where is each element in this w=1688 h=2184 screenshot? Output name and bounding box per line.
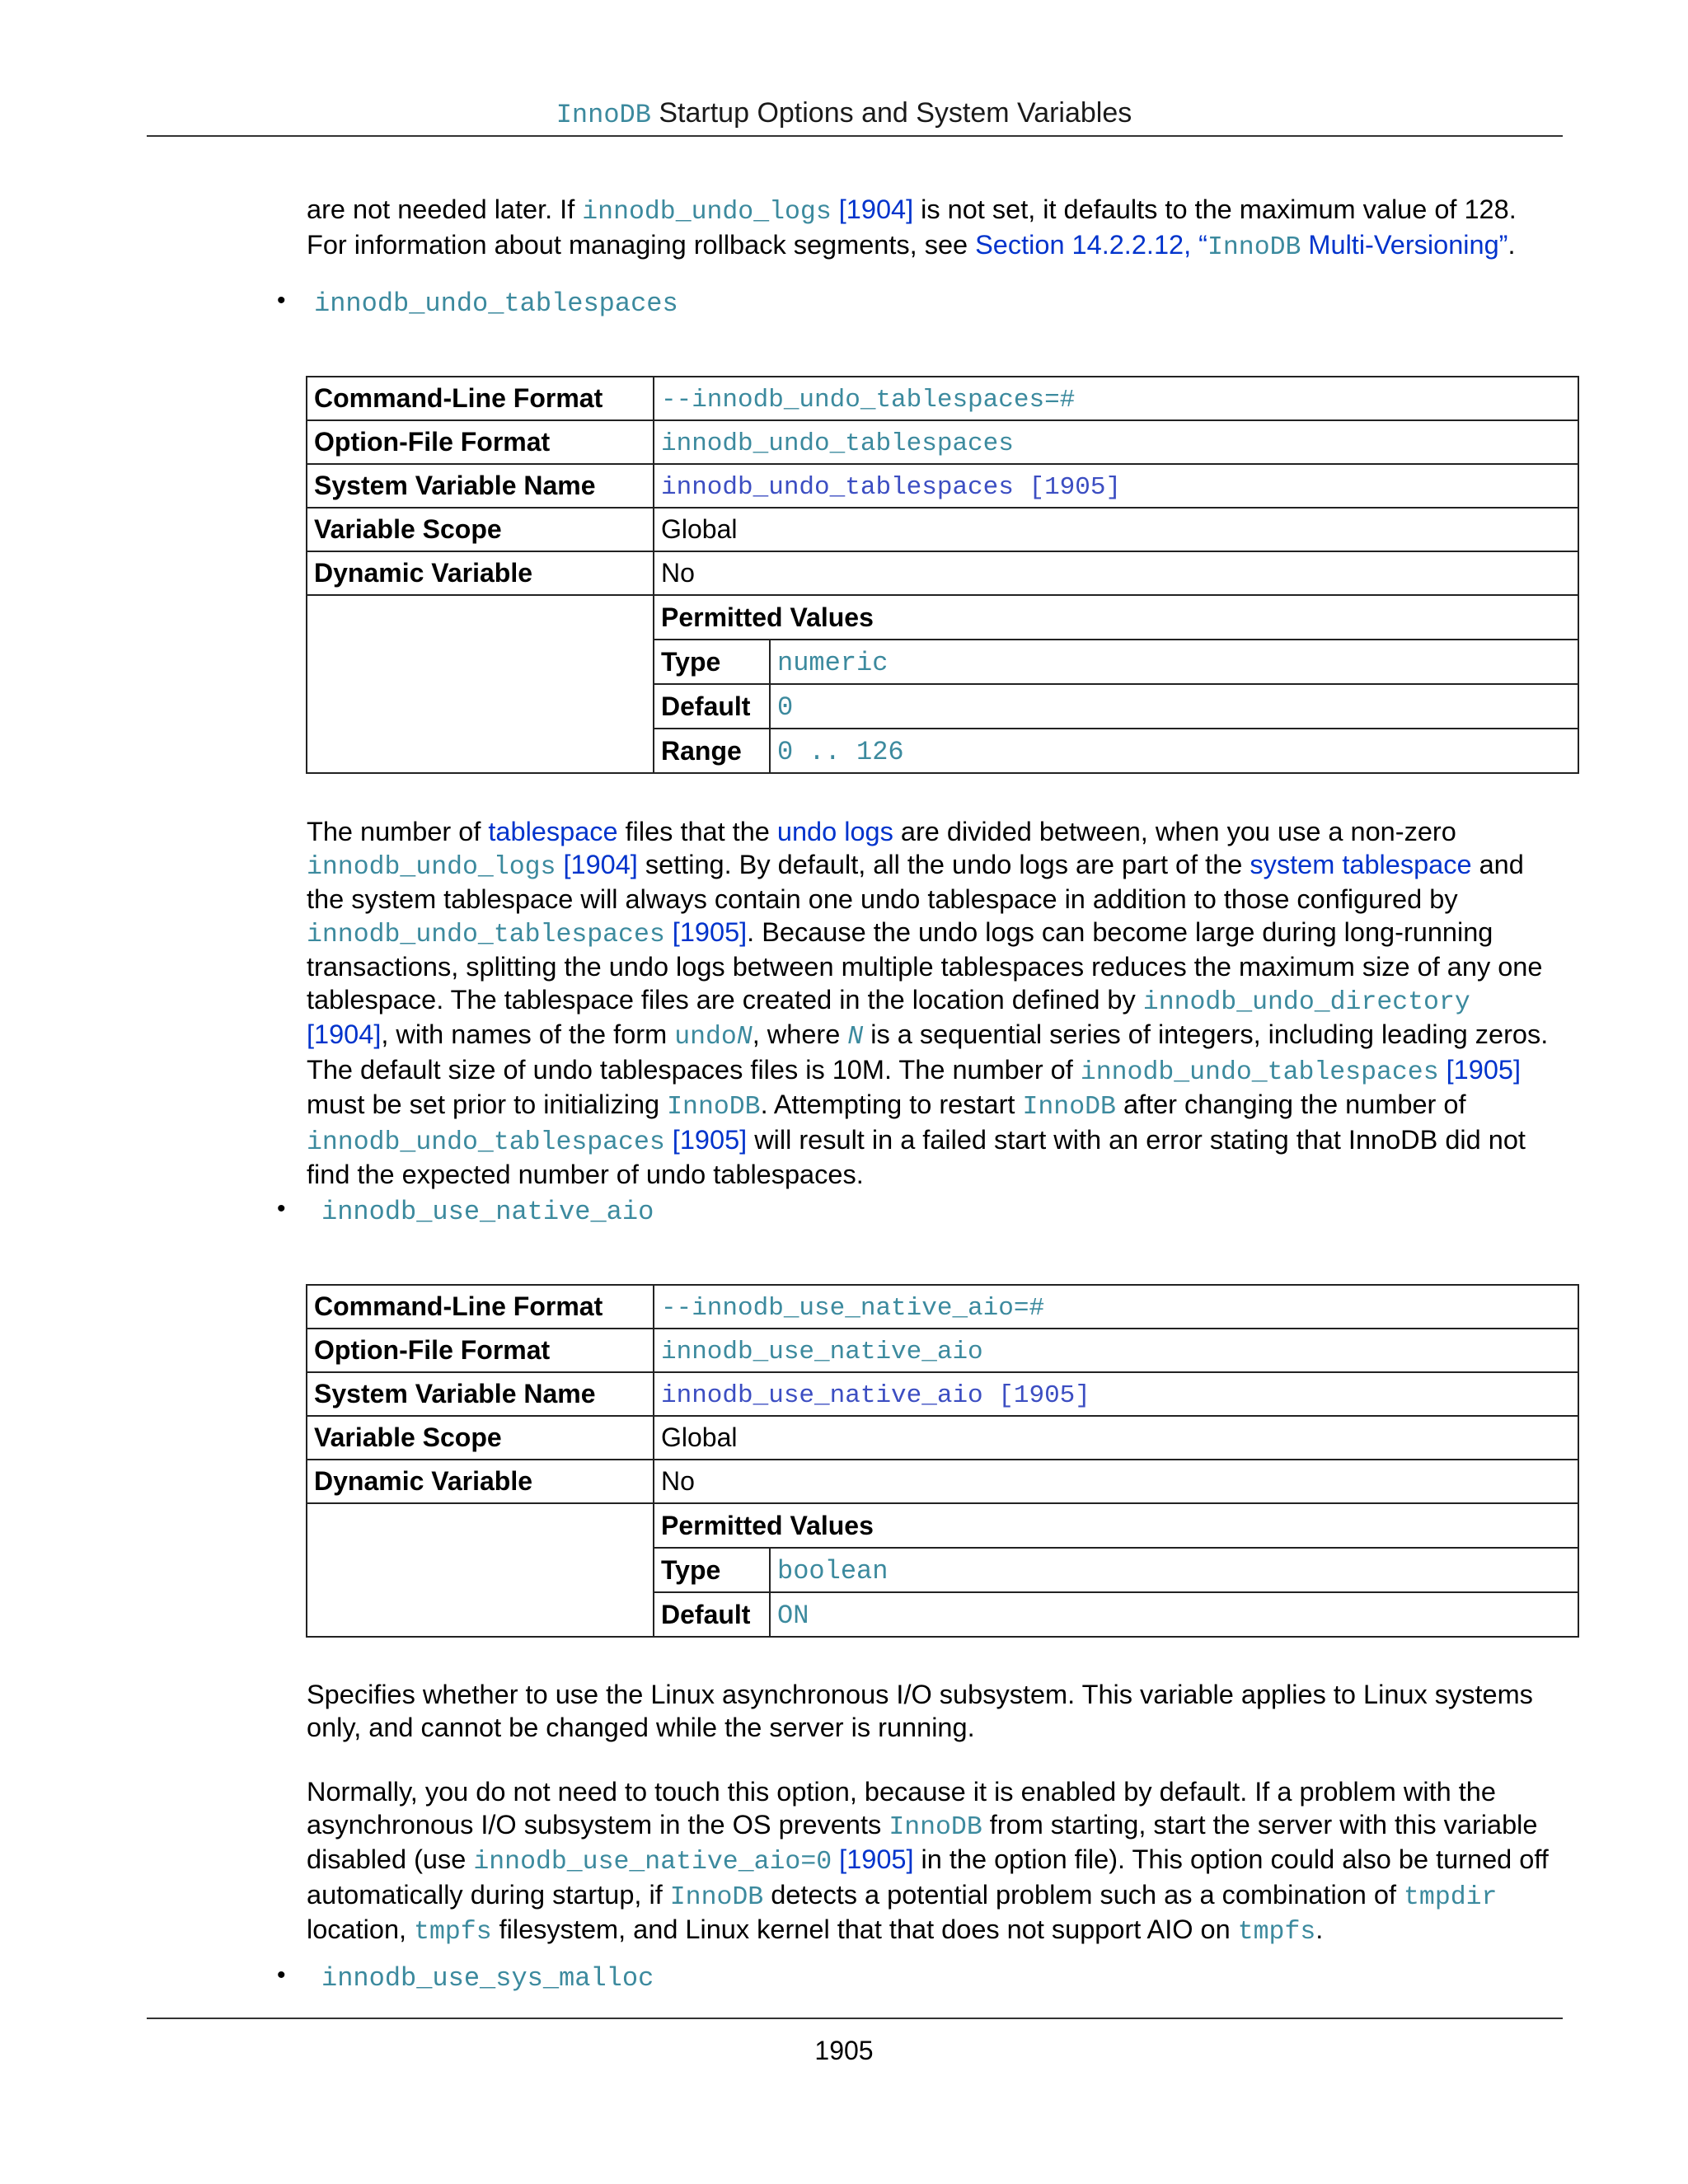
page-ref[interactable]: [1905] [832, 1844, 914, 1874]
row-label: Command-Line Format [307, 377, 654, 420]
row-label: Variable Scope [307, 508, 654, 551]
code-text: tmpfs [414, 1918, 492, 1947]
options-table-use-native-aio [306, 1284, 1579, 1638]
row-label: Variable Scope [307, 1416, 654, 1460]
code-text: N [736, 1023, 753, 1052]
text: are divided between, when you use a non-zero [893, 817, 1456, 846]
page-ref[interactable]: [1905] [1438, 1054, 1521, 1085]
header-code: InnoDB [556, 100, 651, 130]
var-link[interactable]: innodb_undo_tablespaces [307, 920, 665, 949]
code-text: InnoDB [1022, 1093, 1116, 1122]
code-text: InnoDB [669, 1882, 764, 1912]
pv-value [770, 684, 1578, 729]
row-label: Dynamic Variable [307, 1460, 654, 1503]
var-link[interactable]: innodb_use_native_aio=0 [473, 1848, 832, 1877]
text: is a sequential series of integers, including leading zeros. The default size of undo tablespaces files is 10M. The number of [307, 1019, 1549, 1085]
code-text: undo [674, 1023, 737, 1052]
text: . Attempting to restart [760, 1090, 1023, 1119]
text: Section 14.2.2.12, “ [975, 229, 1207, 260]
bullet: • [277, 1195, 286, 1222]
row-label: Option-File Format [307, 420, 654, 464]
text: files that the [617, 817, 777, 846]
link-innodb-undo-logs[interactable]: innodb_undo_logs [582, 198, 832, 227]
pv-value-text: boolean [777, 1555, 889, 1586]
text: InnoDB [1207, 232, 1301, 262]
row-value: Global [654, 1416, 1578, 1460]
row-value [654, 420, 1578, 464]
text: in the option file). This option could also be turned off automatically during startup, if [307, 1844, 1549, 1910]
link-section[interactable] [975, 230, 1507, 260]
pv-value-text: 0 .. 126 [777, 736, 904, 767]
value-text: --innodb_undo_tablespaces=# [661, 386, 1076, 415]
page-ref[interactable]: [1904] [307, 1019, 382, 1049]
row-label: Command-Line Format [307, 1285, 654, 1329]
row-value [654, 1329, 1578, 1372]
footer-rule [147, 2018, 1563, 2019]
row-value: No [654, 1460, 1578, 1503]
term-innodb-use-sys-malloc: innodb_use_sys_malloc [321, 1963, 654, 1994]
text: from starting, start the server with this variable disabled (use [307, 1809, 1538, 1874]
page-ref[interactable]: [1905] [664, 1124, 748, 1155]
code-text: N [847, 1023, 864, 1052]
permitted-values [654, 595, 1578, 773]
text: The number of [307, 817, 489, 846]
text: must be set prior to initializing [307, 1090, 668, 1119]
code-text: tmpfs [1237, 1918, 1316, 1947]
text: setting. By default, all the undo logs are part of the [637, 849, 1250, 879]
row-label: System Variable Name [307, 464, 654, 508]
header-text: Startup Options and System Variables [650, 97, 1132, 129]
text: and the system tablespace will always contain one undo tablespace in addition to those configured by [307, 849, 1524, 914]
page-ref[interactable]: [1904] [556, 849, 638, 879]
row-label: Option-File Format [307, 1329, 654, 1372]
pv-key: Default [654, 1592, 770, 1636]
text: Normally, you do not need to touch this option, because it is enabled by default. If a problem with the asynchronous I/O subsystem in the OS prevents [307, 1777, 1496, 1840]
native-aio-description-2 [307, 1776, 1559, 1949]
code-text: InnoDB [889, 1812, 982, 1842]
row-value [654, 1372, 1578, 1416]
header-rule [147, 135, 1563, 137]
var-link[interactable]: innodb_undo_directory [1142, 987, 1470, 1017]
text: will result in a failed start with an error stating that InnoDB did not find the expected number of undo tablespaces. [307, 1124, 1526, 1189]
bullet: • [277, 287, 286, 314]
undo-tablespaces-description [307, 816, 1559, 1192]
options-table-undo-tablespaces [306, 376, 1579, 774]
page-ref[interactable]: [1905] [664, 916, 748, 947]
row-value [654, 464, 1578, 508]
text: . [1315, 1915, 1324, 1944]
text: location, [307, 1915, 415, 1944]
text: is not set, it defaults to the maximum value of 128. For information about managing rollback segments, see [307, 194, 1517, 260]
intro-paragraph [307, 194, 1559, 264]
empty-label-cell [307, 1503, 654, 1637]
pv-value [770, 1548, 1578, 1592]
text: after changing the number of [1115, 1090, 1466, 1119]
native-aio-description-1: Specifies whether to use the Linux asynchronous I/O subsystem. This variable applies to Linux systems only, and cannot be changed while the server is running. [307, 1680, 1533, 1742]
page-number: 1905 [814, 2036, 874, 2065]
permitted-title: Permitted Values [654, 1504, 1578, 1548]
text: . [1507, 229, 1516, 260]
permitted-values [654, 1503, 1578, 1637]
var-link[interactable]: innodb_undo_tablespaces [1080, 1057, 1439, 1087]
value-text: innodb_undo_tablespaces [661, 429, 1014, 458]
var-link[interactable]: innodb_undo_tablespaces [307, 1127, 665, 1157]
pv-value-text: numeric [777, 647, 889, 678]
pv-key: Default [654, 684, 770, 729]
row-value [654, 1285, 1578, 1329]
text: . Because the undo logs can become large during long-running transactions, splitting the undo logs between multiple tablespaces reduces the maximum size of any one tablespace. The tablespace files are created in the location defined by [307, 916, 1543, 1015]
row-value [654, 377, 1578, 420]
text: filesystem, and Linux kernel that that does not support AIO on [491, 1915, 1238, 1944]
pv-key: Range [654, 729, 770, 772]
pv-value-text: ON [777, 1600, 809, 1631]
glossary-link[interactable]: system tablespace [1250, 849, 1472, 879]
value-text: --innodb_use_native_aio=# [661, 1294, 1045, 1323]
code-text: tmpdir [1404, 1882, 1498, 1912]
row-value: No [654, 551, 1578, 595]
pv-value [770, 1592, 1578, 1636]
glossary-link[interactable]: undo logs [776, 817, 893, 846]
glossary-link[interactable]: tablespace [488, 817, 618, 846]
pv-value [770, 640, 1578, 684]
pv-key: Type [654, 1548, 770, 1592]
term-innodb-undo-tablespaces: innodb_undo_tablespaces [314, 288, 678, 319]
empty-label-cell [307, 595, 654, 773]
code-text: InnoDB [667, 1093, 761, 1122]
bullet: • [277, 1961, 286, 1989]
value-text: innodb_use_native_aio [661, 1338, 983, 1366]
pv-value [770, 729, 1578, 772]
term-innodb-use-native-aio: innodb_use_native_aio [321, 1197, 654, 1227]
row-label: Dynamic Variable [307, 551, 654, 595]
text: , with names of the form [381, 1019, 675, 1049]
var-link[interactable]: innodb_undo_logs [307, 852, 556, 882]
pv-value-text: 0 [777, 691, 794, 723]
permitted-title: Permitted Values [654, 596, 1578, 640]
pv-key: Type [654, 640, 770, 684]
text: detects a potential problem such as a combination of [763, 1879, 1404, 1910]
running-header [0, 97, 1688, 130]
text: Multi-Versioning” [1301, 229, 1508, 260]
text: are not needed later. If [307, 194, 583, 224]
text: , where [752, 1019, 848, 1049]
sysvar-link[interactable]: innodb_undo_tablespaces [1905] [661, 473, 1122, 502]
row-value: Global [654, 508, 1578, 551]
row-label: System Variable Name [307, 1372, 654, 1416]
sysvar-link[interactable]: innodb_use_native_aio [1905] [661, 1381, 1090, 1410]
page-ref[interactable]: [1904] [831, 194, 914, 224]
